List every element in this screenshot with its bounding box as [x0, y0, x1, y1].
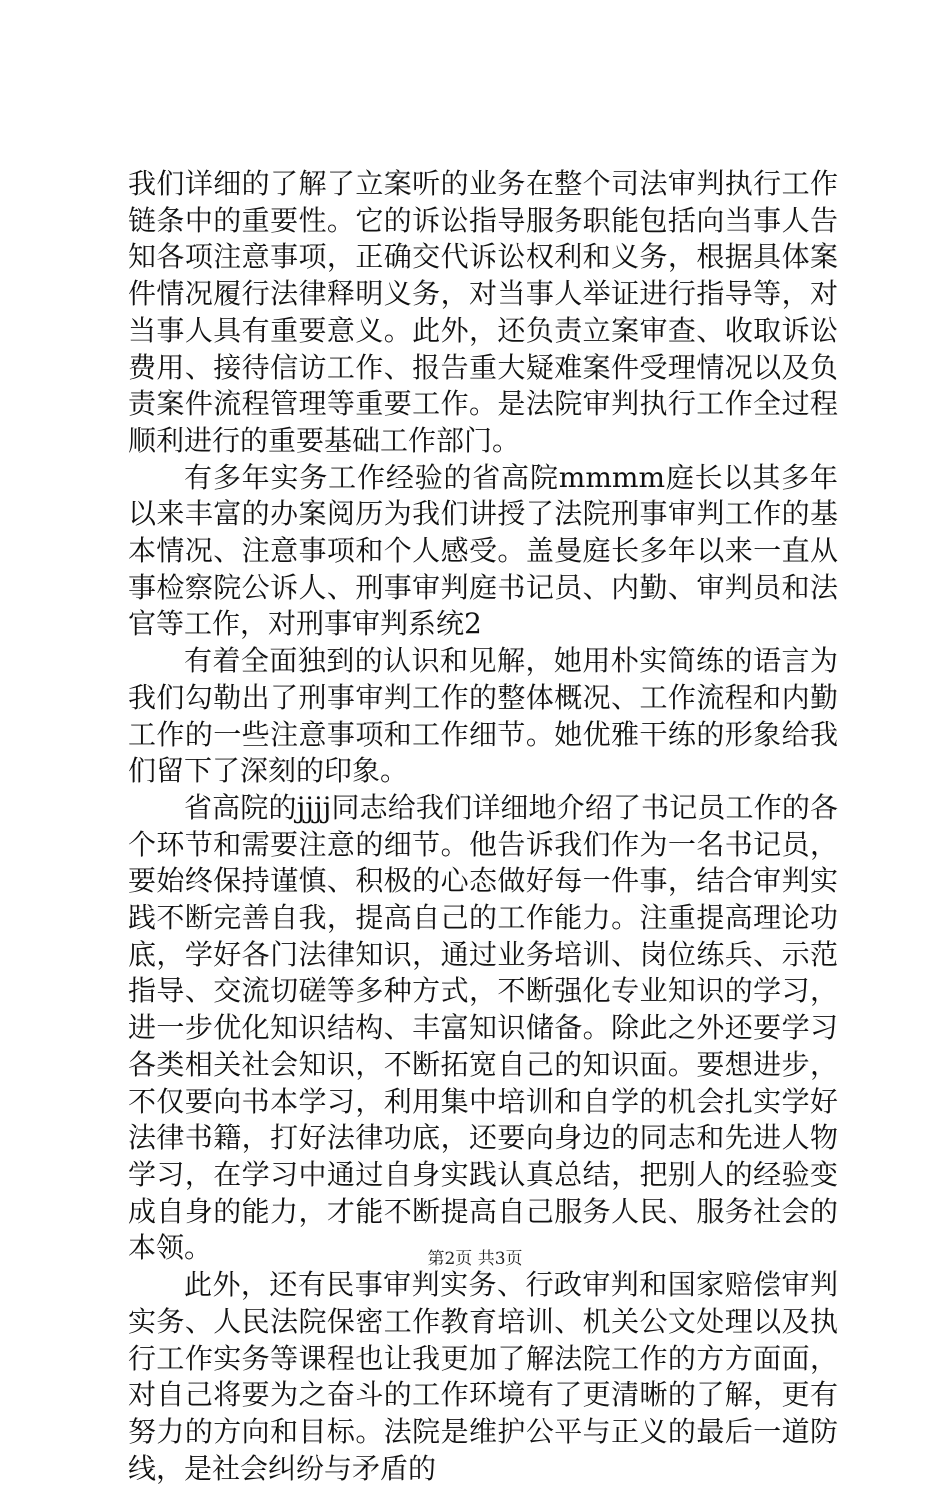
document-body [128, 166, 838, 1487]
paragraph-clerk-work: 省高院的jjjj同志给我们详细地介绍了书记员工作的各个环节和需要注意的细节。他告诉我们作为一名书记员，要始终保持谨慎、积极的心态做好每一件事，结合审判实践不断完善自我，提高自己的工作能力。注重提高理论功底，学好各门法律知识，通过业务培训、岗位练兵、示范指导、交流切磋等多种方式，不断强化专业知识的学习，进一步优化知识结构、丰富知识储备。除此之外还要学习各类相关社会知识，不断拓宽自己的知识面。要想进步，不仅要向书本学习，利用集中培训和自学的机会扎实学好法律书籍，打好法律功底，还要向身边的同志和先进人物学习，在学习中通过自身实践认真总结，把别人的经验变成自身的能力，才能不断提高自己服务人民、服务社会的本领。 [128, 790, 838, 1265]
paragraph-impression: 有着全面独到的认识和见解，她用朴实简练的语言为我们勾勒出了刑事审判工作的整体概况、工作流程和内勤工作的一些注意事项和工作细节。她优雅干练的形象给我们留下了深刻的印象。 [128, 644, 838, 788]
paragraph-filing-division: 我们详细的了解了立案听的业务在整个司法审判执行工作链条中的重要性。它的诉讼指导服务职能包括向当事人告知各项注意事项，正确交代诉讼权利和义务，根据具体案件情况履行法律释明义务，对当事人举证进行指导等，对当事人具有重要意义。此外，还负责立案审查、收取诉讼费用、接待信访工作、报告重大疑难案件受理情况以及负责案件流程管理等重要工作。是法院审判执行工作全过程顺利进行的重要基础工作部门。 [128, 167, 838, 457]
paragraph-criminal-trial-lecture: 有多年实务工作经验的省高院mmmm庭长以其多年以来丰富的办案阅历为我们讲授了法院刑事审判工作的基本情况、注意事项和个人感受。盖曼庭长多年以来一直从事检察院公诉人、刑事审判庭书记员、内勤、审判员和法官等工作，对刑事审判系统2 [128, 460, 838, 641]
page-number-footer: 第2页 共3页 [427, 1249, 523, 1269]
paragraph-other-courses: 此外，还有民事审判实务、行政审判和国家赔偿审判实务、人民法院保密工作教育培训、机关公文处理以及执行工作实务等课程也让我更加了解法院工作的方方面面，对自己将要为之奋斗的工作环境有了更清晰的了解，更有努力的方向和目标。法院是维护公平与正义的最后一道防线，是社会纠纷与矛盾的 [128, 1268, 838, 1485]
